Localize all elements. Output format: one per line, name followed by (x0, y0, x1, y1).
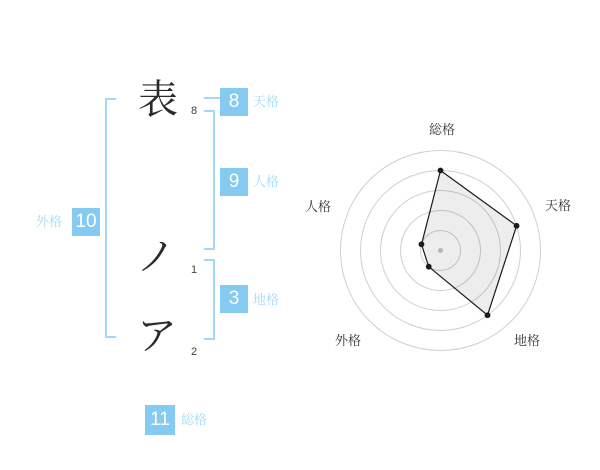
jinkaku-value-badge: 9 (220, 168, 248, 196)
radar-axis-jinkaku: 人格 (304, 199, 331, 214)
stroke-count-given-2: 2 (190, 346, 198, 358)
tenkaku-value-badge: 8 (220, 88, 248, 116)
radar-axis-chikaku: 地格 (513, 333, 540, 348)
stroke-count-given-1: 1 (190, 264, 198, 276)
soukaku-label: 総格 (181, 412, 208, 427)
stroke-count-surname: 8 (190, 105, 198, 117)
fortune-radar-chart (300, 110, 581, 391)
name-char-given-1: ノ (136, 235, 176, 279)
chikaku-label: 地格 (253, 292, 280, 307)
gaikaku-value-badge: 10 (72, 208, 100, 236)
name-char-surname: 表 (138, 78, 178, 122)
jinkaku-label: 人格 (253, 174, 280, 189)
radar-chart-svg (300, 110, 581, 391)
radar-axis-gaikaku: 外格 (334, 333, 361, 348)
tenkaku-connector (204, 97, 220, 99)
radar-axis-tenkaku: 天格 (544, 198, 571, 213)
gaikaku-bracket (105, 98, 116, 338)
gaikaku-label: 外格 (36, 214, 63, 229)
name-char-given-2: ア (137, 314, 177, 358)
tenkaku-label: 天格 (253, 94, 280, 109)
chikaku-value-badge: 3 (220, 285, 248, 313)
chikaku-bracket (204, 259, 215, 340)
soukaku-value-badge: 11 (145, 405, 175, 435)
jinkaku-bracket (204, 110, 215, 250)
radar-axis-soukaku: 総格 (428, 122, 455, 137)
